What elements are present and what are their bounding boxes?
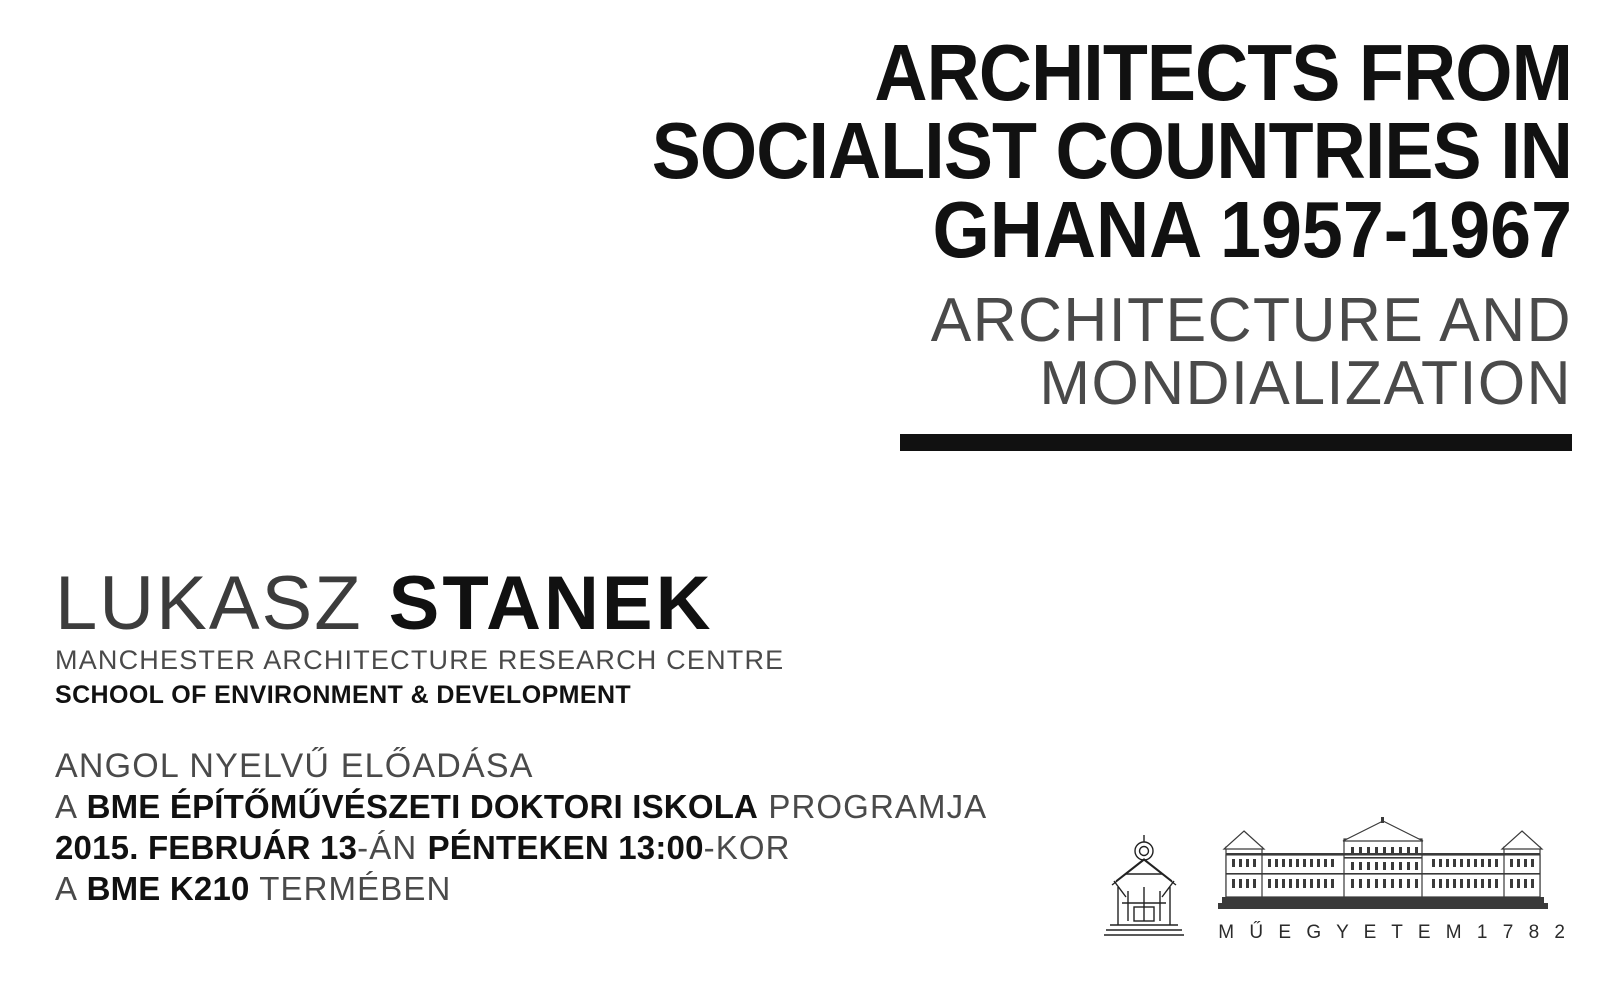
detail-program	[55, 787, 987, 828]
speaker-first-name: LUKASZ	[55, 561, 363, 646]
detail-program-prefix: A	[55, 788, 87, 826]
speaker-affiliation: MANCHESTER ARCHITECTURE RESEARCH CENTRE	[55, 645, 785, 675]
detail-time: PÉNTEKEN 13:00	[427, 829, 704, 867]
detail-date: 2015. FEBRUÁR 13	[55, 829, 358, 867]
title-line-1: ARCHITECTS FROM	[874, 28, 1572, 117]
detail-date-suffix: -ÁN	[357, 829, 428, 867]
detail-datetime	[55, 828, 987, 869]
detail-program-school: BME ÉPÍTŐMŰVÉSZETI DOKTORI ISKOLA	[86, 788, 759, 826]
speaker-name	[55, 560, 713, 647]
muegyetem-caption: M Ű E G Y E T E M 1 7 8 2	[1218, 922, 1570, 943]
title-line-2: SOCIALIST COUNTRIES IN	[651, 106, 1572, 196]
bme-emblem-icon	[1096, 829, 1192, 939]
subtitle-line-1: ARCHITECTURE AND	[930, 286, 1572, 356]
logo-group	[1096, 817, 1570, 944]
speaker-last-name: STANEK	[388, 561, 714, 646]
muegyetem-building-wrapper	[1218, 817, 1570, 944]
bme-emblem-wrapper	[1096, 829, 1192, 944]
detail-venue-suffix: TERMÉBEN	[249, 869, 452, 907]
detail-program-suffix: PROGRAMJA	[758, 788, 988, 826]
event-details	[55, 745, 987, 910]
subtitle-block	[512, 286, 1572, 419]
detail-venue-room: BME K210	[86, 869, 250, 907]
title-block	[512, 28, 1572, 451]
muegyetem-building-icon	[1218, 817, 1548, 913]
speaker-department: SCHOOL OF ENVIRONMENT & DEVELOPMENT	[55, 681, 632, 709]
title-line-3: GHANA 1957-1967	[932, 184, 1572, 274]
detail-venue-prefix: A	[55, 869, 87, 907]
detail-time-suffix: -KOR	[703, 829, 791, 867]
subtitle-line-2: MONDIALIZATION	[1039, 349, 1572, 419]
detail-venue	[55, 869, 987, 910]
detail-lecture-language: ANGOL NYELVŰ ELŐADÁSA	[55, 747, 534, 785]
title-divider-rule	[900, 434, 1572, 451]
